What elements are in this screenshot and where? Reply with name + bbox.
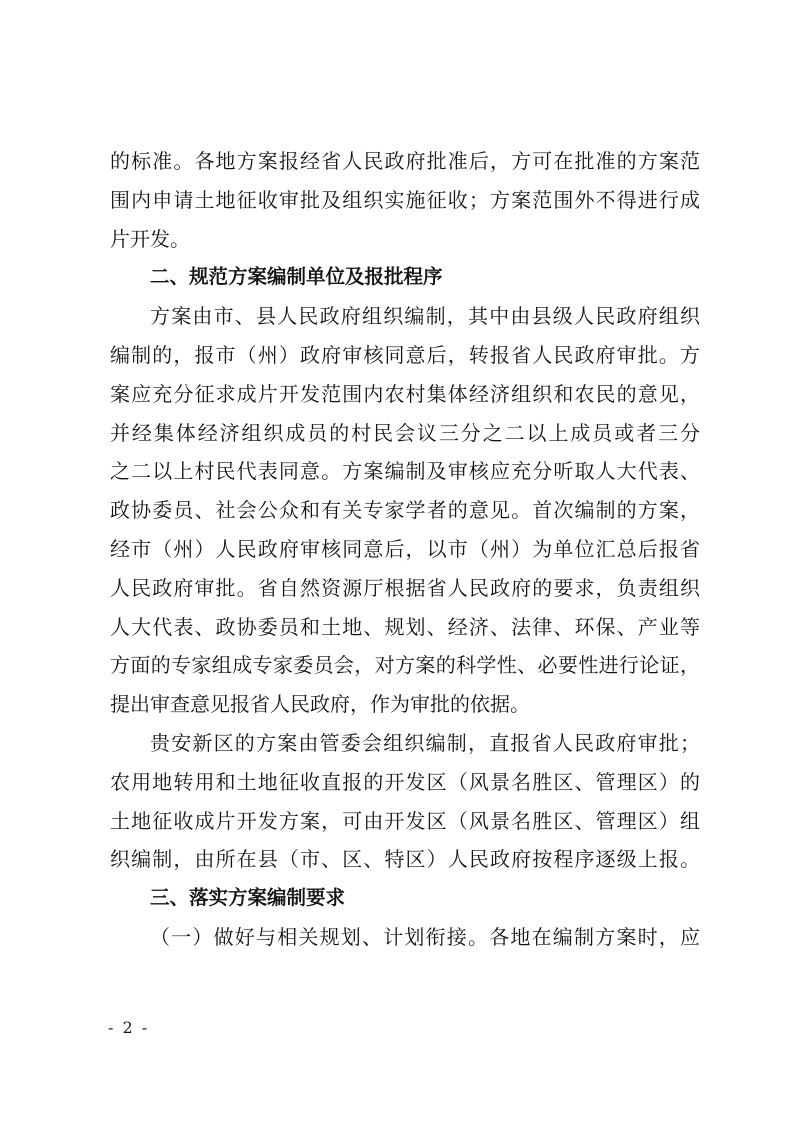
- text-line: 贵安新区的方案由管委会组织编制，直报省人民政府审批；: [150, 730, 700, 755]
- text-line: 经市（州）人民政府审核同意后，以市（州）为单位汇总后报省: [110, 536, 700, 561]
- body-text: [110, 142, 700, 957]
- text-line: 并经集体经济组织成员的村民会议三分之二以上成员或者三分: [110, 420, 700, 445]
- text-line: 织编制，由所在县（市、区、特区）人民政府按程序逐级上报。: [110, 847, 700, 872]
- text-line: 的标准。各地方案报经省人民政府批准后，方可在批准的方案范: [110, 149, 700, 173]
- text-line: 政协委员、社会公众和有关专家学者的意见。首次编制的方案，: [110, 498, 700, 523]
- text-line: 人民政府审批。省自然资源厅根据省人民政府的要求，负责组织: [110, 575, 700, 600]
- text-line: 之二以上村民代表同意。方案编制及审核应充分听取人大代表、: [110, 459, 700, 484]
- section-heading: 三、落实方案编制要求: [150, 886, 346, 910]
- text-line: 土地征收成片开发方案，可由开发区（风景名胜区、管理区）组: [110, 808, 700, 833]
- page-number: - 2 -: [108, 1018, 150, 1037]
- text-line: 案应充分征求成片开发范围内农村集体经济组织和农民的意见，: [110, 381, 700, 406]
- text-line: 方案由市、县人民政府组织编制，其中由县级人民政府组织: [150, 304, 700, 329]
- text-line: 围内申请土地征收审批及组织实施征收；方案范围外不得进行成: [110, 187, 700, 212]
- text-line: 人大代表、政协委员和土地、规划、经济、法律、环保、产业等: [110, 614, 700, 639]
- text-line: 农用地转用和土地征收直报的开发区（风景名胜区、管理区）的: [110, 769, 700, 794]
- text-line: （一）做好与相关规划、计划衔接。各地在编制方案时，应: [150, 924, 700, 949]
- text-line: 方面的专家组成专家委员会，对方案的科学性、必要性进行论证，: [110, 653, 700, 678]
- section-heading: 二、规范方案编制单位及报批程序: [150, 265, 443, 289]
- text-line: 编制的，报市（州）政府审核同意后，转报省人民政府审批。方: [110, 342, 700, 367]
- text-line: 片开发。: [110, 226, 190, 251]
- text-line: 提出审查意见报省人民政府，作为审批的依据。: [110, 692, 530, 717]
